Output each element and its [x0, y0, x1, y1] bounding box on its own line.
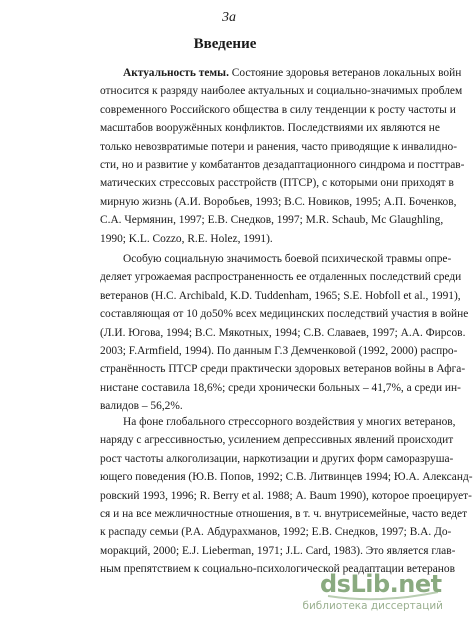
watermark-logo: dsLib.net: [320, 570, 442, 598]
page-number: 3а: [222, 10, 236, 25]
section-heading: Введение: [193, 36, 257, 52]
text-line: масштабов вооружённых конфликтов. Последствиями их являются не: [100, 122, 440, 135]
text-line: современного Российского общества в силу тенденции к росту частоты и: [100, 103, 456, 116]
watermark: [302, 570, 445, 618]
paragraph-significance: [100, 250, 469, 416]
text-line: ровский 1993, 1996; R. Berry et al. 1988; А. Baum 1990), которое проецирует-: [100, 489, 472, 502]
paragraph-relevance: [100, 64, 465, 248]
text-line: (Л.И. Югова, 1994; В.С. Мякотных, 1994; С.В. Славаев, 1997; А.А. Фирсов.: [100, 326, 466, 339]
watermark-subtitle: библиотека диссертаций: [302, 600, 443, 612]
paragraph-stress: [100, 413, 473, 579]
text-line: Актуальность темы. Состояние здоровья ветеранов локальных войн: [123, 67, 462, 79]
text-line: сти, но и развитие у комбатантов дезадаптационного синдрома и посттрав-: [100, 159, 465, 172]
text-line: наряду с агрессивностью, усилением депрессивных явлений происходит: [100, 434, 454, 447]
text-line: 1990; K.L. Cozzo, R.E. Holez, 1991).: [100, 232, 273, 245]
text-line: ветеранов (H.C. Archibald, K.D. Tuddenham, 1965; S.E. Hobfoll et al., 1991),: [100, 289, 461, 302]
text-line: составляющая от 10 до50% всех медицинских последствий участия в войне: [100, 308, 469, 321]
text-line: деляет угрожаемая распространенность ее отдаленных последствий среди: [100, 271, 462, 284]
text-line: ным препятствием к социально-психологической реадаптации ветеранов: [100, 563, 455, 576]
text-line: мирную жизнь (А.И. Воробьев, 1993; В.С. Новиков, 1995; А.П. Боченков,: [100, 195, 457, 208]
text-line: рост частоты алкоголизации, наркотизации и других форм саморазруша-: [100, 452, 454, 465]
text-line: относится к разряду наиболее актуальных и социально-значимых проблем: [100, 85, 463, 98]
paragraph-lead: Актуальность темы.: [123, 67, 229, 79]
text-line: С.А. Чермянин, 1997; Е.В. Снедков, 1997; M.R. Schaub, Mc Glaughling,: [100, 214, 444, 227]
text-line: валидов – 56,2%.: [100, 400, 183, 413]
text-line: Особую социальную значимость боевой психической травмы опре-: [123, 253, 452, 265]
text-line: к распаду семьи (Р.А. Абдурахманов, 1992; Е.В. Снедков, 1997; В.А. До-: [100, 526, 452, 539]
text-line: ющего поведения (Ю.В. Попов, 1992; С.В. Литвинцев 1994; Ю.А. Александ-: [100, 471, 473, 484]
text-line: моракций, 2000; E.J. Lieberman, 1971; J.L. Card, 1983). Это является глав-: [100, 544, 456, 557]
text-line: На фоне глобального стрессорного воздействия у многих ветеранов,: [123, 416, 456, 428]
text-line: матических стрессовых расстройств (ПТСР), с которыми они приходят в: [100, 177, 454, 190]
text-line: странённость ПТСР среди практически здоровых ветеранов войны в Афга-: [100, 363, 466, 376]
text-line: ся и на все межличностные отношения, в т. ч. внутрисемейные, часто ведет: [100, 508, 468, 521]
text-line: только невозвратимые потери и ранения, часто приводящие к инвалидно-: [100, 140, 458, 153]
text-line: нистане составила 18,6%; среди хронически больных – 41,7%, а среди ин-: [100, 381, 461, 394]
text-line: 2003; F.Armfield, 1994). По данным Г.З Демченковой (1992, 2000) распро-: [100, 345, 458, 358]
